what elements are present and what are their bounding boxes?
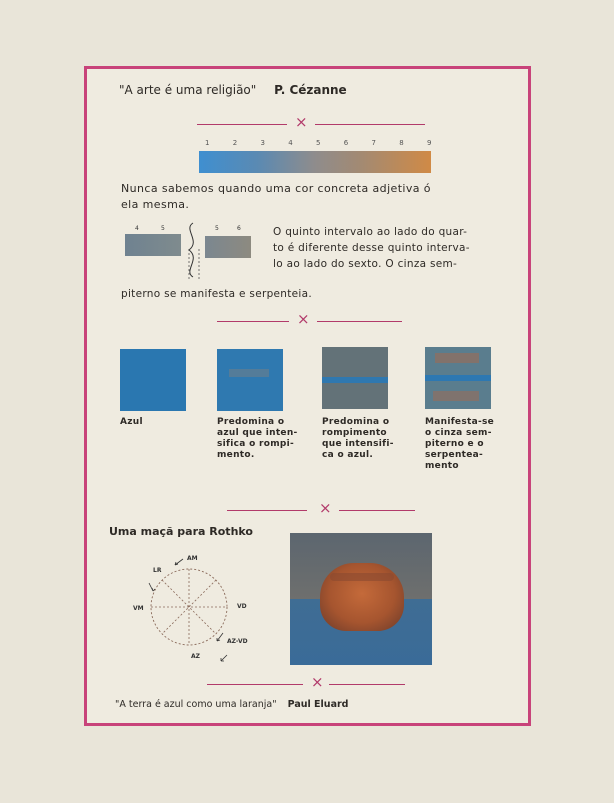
- wheel-label-bottom-right: AZ-VD: [227, 638, 248, 645]
- box-caption-line: Manifesta-se: [425, 417, 495, 427]
- separator: [207, 673, 407, 691]
- box-caption-line: azul que inten-: [217, 428, 298, 438]
- separator-line: [227, 510, 307, 511]
- wheel-label-right: VD: [237, 603, 247, 610]
- box-caption-line: Predomina o: [217, 417, 285, 427]
- separator: [217, 310, 407, 328]
- separator-line: [197, 124, 287, 125]
- separator-mark: ×: [297, 310, 310, 328]
- scale-tick: 9: [427, 139, 432, 147]
- paragraph-1-line: Nunca sabemos quando uma cor concreta adjetiva ó: [121, 182, 431, 195]
- box-caption-line: serpentea-: [425, 450, 484, 460]
- paragraph-2-line: O quinto intervalo ao lado do quar-: [273, 226, 468, 238]
- scale-tick: 6: [343, 139, 349, 147]
- scale-tick: 5: [316, 139, 321, 147]
- wheel-label-left: VM: [133, 605, 144, 612]
- box-caption-line: mento.: [217, 450, 255, 460]
- separator: [197, 113, 427, 131]
- paragraph-2: [273, 224, 470, 272]
- quote-top: [119, 83, 347, 97]
- box-caption-line: que intensifi-: [322, 439, 394, 449]
- apple-painting: [290, 533, 432, 665]
- paragraph-2-line: lo ao lado do sexto. O cinza sem-: [273, 258, 458, 270]
- quote-bottom-text: "A terra é azul como uma laranja": [115, 699, 277, 710]
- scale-tick: 3: [260, 139, 265, 147]
- separator-line: [329, 684, 405, 685]
- scale-tick: 8: [399, 139, 404, 147]
- box-caption-line: piterno e o: [425, 439, 484, 449]
- interval-label: 4: [135, 225, 139, 232]
- interval-label: 5: [215, 225, 219, 232]
- wheel-label-top: AM: [187, 555, 198, 562]
- separator-line: [207, 684, 303, 685]
- color-box-blue: [120, 349, 186, 411]
- separator-mark: ×: [295, 113, 308, 131]
- box-caption-line: Azul: [120, 417, 143, 427]
- color-gradient-scale: [199, 151, 431, 173]
- separator-mark: ×: [319, 499, 332, 517]
- scale-tick: 2: [232, 139, 238, 147]
- box-caption: [217, 417, 298, 461]
- box-caption: [322, 417, 394, 461]
- separator: [227, 499, 417, 517]
- quote-bottom: [115, 699, 348, 710]
- box-caption-line: sifica o rompi-: [217, 439, 295, 449]
- paragraph-2-line: to é diferente desse quinto interva-: [273, 242, 470, 254]
- separator-line: [317, 321, 402, 322]
- box-caption-line: o cinza sem-: [425, 428, 492, 438]
- scale-tick: 1: [205, 139, 210, 147]
- color-box-gray-break: [322, 347, 388, 409]
- brace-icon: [179, 219, 205, 281]
- interval-label: 5: [161, 225, 165, 232]
- quote-bottom-author: Paul Eluard: [287, 699, 349, 710]
- box-caption-line: Predomina o: [322, 417, 390, 427]
- paragraph-1: [121, 181, 431, 213]
- poster-sheet: [84, 66, 531, 726]
- interval-swatch-left: [125, 234, 181, 256]
- separator-line: [315, 124, 425, 125]
- section-title: Uma maçã para Rothko: [109, 525, 253, 538]
- box-caption-line: mento: [425, 461, 459, 471]
- quote-top-author: P. Cézanne: [274, 83, 347, 97]
- paragraph-1-line: ela mesma.: [121, 198, 190, 211]
- wheel-label-top-left: LR: [153, 567, 162, 574]
- box-caption: [425, 417, 494, 472]
- box-caption-line: ca o azul.: [322, 450, 374, 460]
- interval-label: 6: [237, 225, 241, 232]
- separator-line: [339, 510, 415, 511]
- box-caption: [120, 417, 143, 428]
- scale-tick: 4: [288, 139, 293, 147]
- interval-swatch-right: [205, 236, 251, 258]
- separator-mark: ×: [311, 673, 324, 691]
- paragraph-2-line: piterno se manifesta e serpenteia.: [121, 288, 313, 300]
- scale-tick: 7: [371, 139, 376, 147]
- color-box-blue-break: [217, 349, 283, 411]
- box-caption-line: rompimento: [322, 428, 387, 438]
- color-box-serpent: [425, 347, 491, 409]
- wheel-label-bottom: AZ: [191, 653, 200, 660]
- separator-line: [217, 321, 289, 322]
- quote-top-text: "A arte é uma religião": [119, 83, 257, 97]
